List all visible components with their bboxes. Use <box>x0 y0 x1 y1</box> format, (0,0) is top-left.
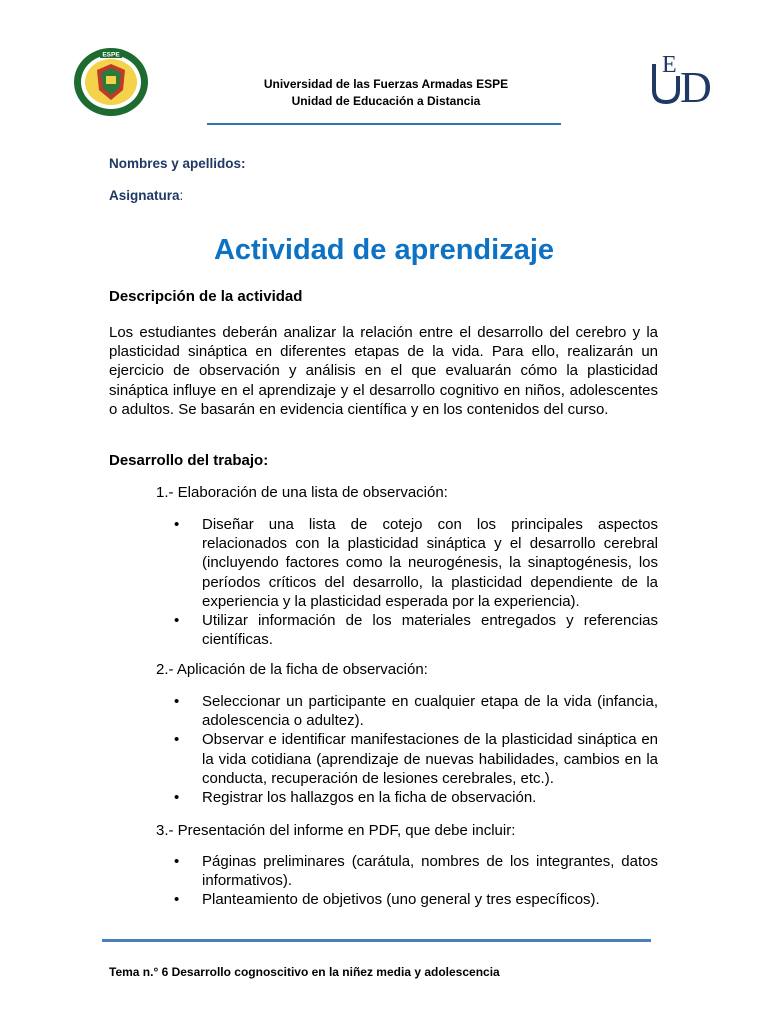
list-item <box>174 692 658 730</box>
subject-colon: : <box>179 188 184 203</box>
bullet-icon: • <box>174 731 180 749</box>
list-item-text: Diseñar una lista de cotejo con los principales aspectos relacionados con la plasticidad sináptica y el desarrollo cerebral (incluyendo factores como la neurogénesis, la sinaptogénesis, los períodos críticos del desarrollo, la plasticidad dependiente de la experiencia y la plasticidad esperada por la experiencia). <box>202 516 658 610</box>
list-item-text: Registrar los hallazgos en la ficha de observación. <box>202 789 537 807</box>
names-label: Nombres y apellidos: <box>109 156 246 171</box>
list-item <box>174 730 658 788</box>
step-3-list <box>174 852 658 910</box>
list-item <box>174 890 658 909</box>
subject-label-text: Asignatura <box>109 188 180 203</box>
header-divider <box>207 123 561 125</box>
unit-name: Unidad de Educación a Distancia <box>291 94 481 108</box>
svg-text:E: E <box>662 52 677 78</box>
list-item-text: Planteamiento de objetivos (uno general y tres específicos). <box>202 891 600 909</box>
university-name: Universidad de las Fuerzas Armadas ESPE <box>263 77 509 91</box>
eud-logo <box>650 50 730 106</box>
step-2-list <box>174 692 658 807</box>
list-item-text: Utilizar información de los materiales entregados y referencias científicas. <box>202 612 658 649</box>
list-item-text: Páginas preliminares (carátula, nombres de los integrantes, datos informativos). <box>202 853 658 890</box>
subject-label <box>109 188 183 203</box>
description-heading: Descripción de la actividad <box>109 288 303 305</box>
bullet-icon: • <box>174 789 180 807</box>
step-2-title: 2.- Aplicación de la ficha de observación: <box>156 661 428 678</box>
footer-divider <box>102 939 651 942</box>
step-1-list <box>174 515 658 649</box>
bullet-icon: • <box>174 612 180 630</box>
list-item <box>174 611 658 649</box>
bullet-icon: • <box>174 516 180 533</box>
footer-topic: Tema n.° 6 Desarrollo cognoscitivo en la niñez media y adolescencia <box>109 965 500 979</box>
list-item-text: Observar e identificar manifestaciones de la plasticidad sináptica en la vida cotidiana (aprendizaje de nuevas habilidades, cambios en la conducta, recuperación de lesiones cerebrales, etc.). <box>202 731 658 787</box>
step-1-title: 1.- Elaboración de una lista de observación: <box>156 484 448 501</box>
bullet-icon: • <box>174 853 180 870</box>
list-item <box>174 852 658 890</box>
step-3-title: 3.- Presentación del informe en PDF, que debe incluir: <box>156 822 516 839</box>
svg-text:ESPE: ESPE <box>102 51 120 59</box>
bullet-icon: • <box>174 891 180 909</box>
list-item <box>174 788 658 807</box>
list-item <box>174 515 658 611</box>
development-heading: Desarrollo del trabajo: <box>109 452 269 469</box>
list-item-text: Seleccionar un participante en cualquier etapa de la vida (infancia, adolescencia o adultez). <box>202 693 658 730</box>
svg-text:D: D <box>680 63 712 106</box>
description-paragraph: Los estudiantes deberán analizar la relación entre el desarrollo del cerebro y la plasticidad sináptica en diferentes etapas de la vida. Para ello, realizarán un ejercicio de observación y análisis en el que evaluarán cómo la plasticidad sináptica influye en el aprendizaje y el desarrollo cognitivo en niños, adolescentes o adultos. Se basarán en evidencia científica y en los contenidos del curso. <box>109 324 658 418</box>
bullet-icon: • <box>174 693 180 710</box>
page-title: Actividad de aprendizaje <box>213 234 555 266</box>
espe-seal-logo <box>72 46 150 118</box>
